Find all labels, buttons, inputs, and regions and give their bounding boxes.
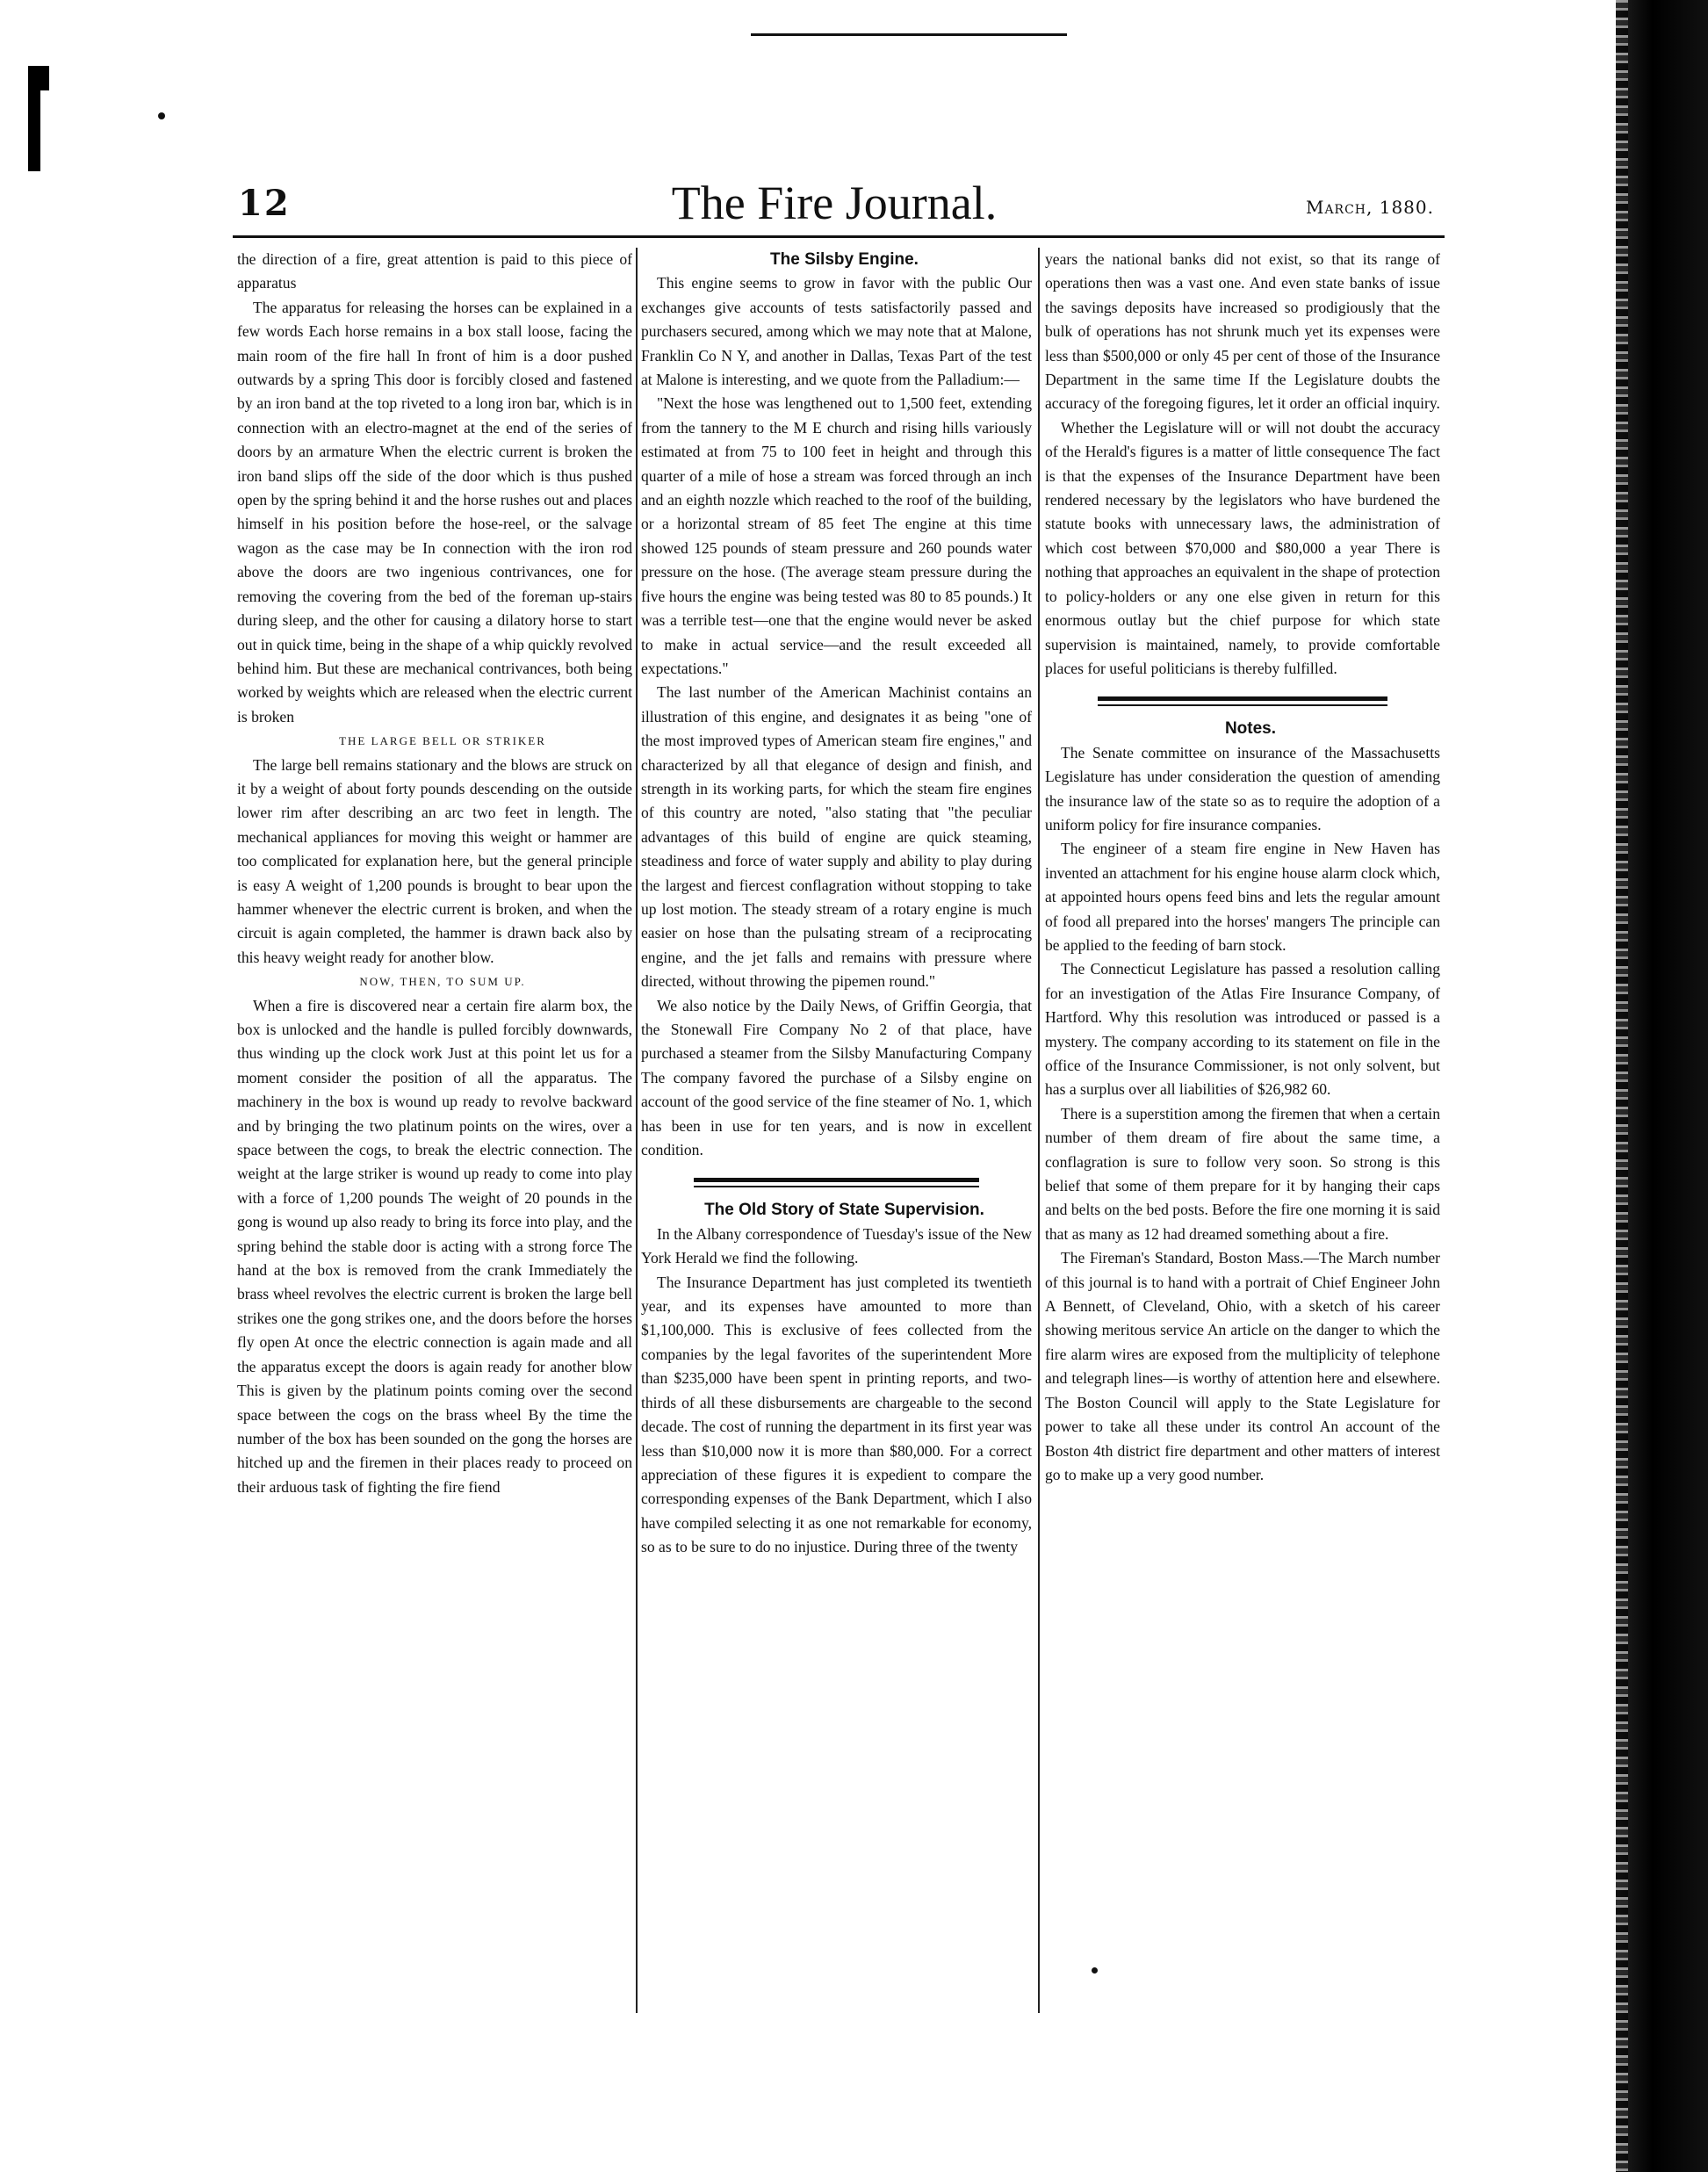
paragraph: The Insurance Department has just completed its twentieth year, and its expenses have amounted to more than $1,100,000. This is exclusive of fees collected from the companies by the legal favorites of the superintendent More than $235,000 have been spent in printing reports, and two-thirds of all these disbursements are chargeable to the second decade. The cost of running the department in its first year was less than $10,000 now it is more than $80,000. For a correct appreciation of these figures it is expedient to compare the corresponding expenses of the Bank Department, which I also have compiled selecting it as one not remarkable for economy, so as to be sure to do no injustice. During three of the twenty: [641, 1273, 1032, 1556]
section-subhead: NOW, THEN, TO SUM UP.: [359, 975, 526, 989]
paragraph: The apparatus for releasing the horses can be explained in a few words Each horse remains in a box stall loose, facing the main room of the fire hall In front of him is a door pushed outwards by a spring This door is forcibly closed and fastened by an iron band at the top riveted to a long iron bar, which is in connection with an electro-magnet at the end of the series of doors by an armature When the electric current is broken the iron band slips off the side of the door which is thus pushed open by the spring behind it and the horse rushes out and places himself in his position before the hose-reel, or the salvage wagon as the case may be In connection with the iron rod above the doors are two ingenious contrivances, one for removing the covering from the bed of the foreman up-stairs during sleep, and the other for causing a dilatory horse to start out in quick time, being in the shape of a whip quickly revolved behind him. But these are mechanical contrivances, both being worked by weights which are released when the electric current is broken: [237, 298, 633, 725]
notes-title: Notes.: [1224, 719, 1277, 739]
note-item: The Connecticut Legislature has passed a resolution calling for an investigation of the Atlas Fire Insurance Company, of Hartford. Why this resolution was introduced or passed is a mystery. The company according to its statement on file in the office of the Insurance Commissioner, is not only solvent, but has a surplus over all liabilities of $26,982 60.: [1045, 960, 1440, 1099]
column-right: [1045, 248, 1440, 1487]
column-divider: [1038, 248, 1040, 2013]
scan-left-margin: [0, 0, 26, 2172]
paragraph: When a fire is discovered near a certain fire alarm box, the box is unlocked and the handle is pulled forcibly downwards, thus winding up the clock work Just at this point let us for a moment consider the position of all the apparatus. The machinery in the box is wound up ready to revolve backward and by bringing the two platinum points on the wires, over a space between the cogs, to break the electric connection. The weight at the large striker is wound up ready to come into play with a force of 1,200 pounds The weight of 20 pounds in the gong is wound up also ready to bring its force into play, and the spring behind the stable door is acting with a strong force The hand at the box is removed from the crank Immediately the brass wheel revolves the electric current is broken the large bell strikes one the gong strikes one, and the doors before the horses fly open At once the electric connection is again made and all the apparatus except the doors is again ready for another blow This is given by the platinum points coming over the second space between the cogs on the brass wheel By the time the number of the box has been sounded on the gong the horses are hitched up and the firemen in their places ready to proceed on their arduous task of fighting the fire fiend: [237, 996, 632, 1496]
paragraph: The large bell remains stationary and the blows are struck on it by a weight of about forty pounds descending on the outside lower rim after describing an arc two feet in length. The mechanical appliances for moving this weight or hammer are too complicated for explanation here, but the general principle is easy A weight of 1,200 pounds is brought to bear upon the hammer whenever the electric current is broken, and when the circuit is again completed, the hammer is drawn back also by this heavy weight ready for another blow.: [237, 755, 632, 966]
paragraph: Whether the Legislature will or will not doubt the accuracy of the Herald's figures is a matter of little consequence The fact is that the expenses of the Insurance Department have been rendered necessary by the legislators who have burdened the statute books with unnecessary laws, the administration of which cost between $70,000 and $80,000 a year There is nothing that approaches an equivalent in the shape of protection to policy-holders or any one else given in return for this enormous outlay but the chief purpose for which state supervision is maintained, namely, to provide comfortable places for useful politicians is thereby fulfilled.: [1045, 418, 1440, 677]
scan-speck: [1092, 1967, 1098, 1974]
paragraph: This engine seems to grow in favor with the public Our exchanges give accounts of tests satisfactorily passed and purchasers secured, among which we may note that at Malone, Franklin Co N Y, and another in Dallas, Texas Part of the test at Malone is interesting, and we quote from the Palladium:—: [641, 274, 1032, 389]
scan-right-edge: [1616, 0, 1708, 2172]
page-number: 12: [238, 183, 291, 224]
quote-paragraph: "Next the hose was lengthened out to 1,500 feet, extending from the tannery to the M E church and rising hills variously estimated at from 75 to 100 feet in height and through this quarter of a mile of hose a stream was forced through an inch and an eighth nozzle which reached to the roof of the building, or a horizontal stream of 85 feet The engine at this time showed 125 pounds of steam pressure and 260 pounds water pressure on the hose. (The average steam pressure during the five hours the engine was being tested was 80 to 85 pounds.) It was a terrible test—one that the engine would never be asked to make in actual service—and the result exceeded all expectations.": [641, 394, 1032, 677]
scan-speck: [158, 112, 165, 119]
note-item: There is a superstition among the firemen that when a certain number of them dream of fire about the same time, a conflagration is sure to follow very soon. So strong is this belief that some of them prepare for it by hanging their caps and belts on the bed posts. Before the fire one morning it is said that as many as 12 had dreamed something about a fire.: [1045, 1104, 1440, 1243]
article-title-supervision: The Old Story of State Supervision.: [704, 1201, 984, 1220]
top-rule: [751, 33, 1067, 36]
paragraph: In the Albany correspondence of Tuesday's issue of the New York Herald we find the following.: [641, 1224, 1032, 1267]
header-rule: [233, 235, 1445, 238]
paragraph: the direction of a fire, great attention is paid to this piece of apparatus: [237, 250, 632, 292]
paragraph: The last number of the American Machinist contains an illustration of this engine, and designates it as being "one of the most improved types of American steam fire engines," and characterized by all that elegance of design and finish, and strength in its working parts, for which the steam fire engines of this country are noted, "also stating that "the peculiar advantages of this build of engine are quick steaming, steadiness and force of water supply and ability to play during the largest and fiercest conflagration without stopping to take up lost motion. The steady stream of a rotary engine is much easier on hose than the pulsating stream of a reciprocating engine, and the jet falls and remains with pressure where directed, without throwing the pipemen round.": [641, 683, 1032, 991]
note-item: The engineer of a steam fire engine in New Haven has invented an attachment for his engine house alarm clock which, at appointed hours opens feed bins and lets the regular amount of food all prepared into the horses' mangers The principle can be applied to the feeding of barn stock.: [1045, 840, 1440, 954]
article-title-silsby: The Silsby Engine.: [770, 250, 919, 269]
section-subhead: THE LARGE BELL OR STRIKER: [339, 734, 546, 748]
section-rule: [1098, 696, 1387, 706]
note-item: The Senate committee on insurance of the Massachusetts Legislature has under consideration the question of amending the insurance law of the state so as to require the adoption of a uniform policy for fire insurance companies.: [1045, 743, 1440, 833]
column-middle: [641, 248, 1032, 1560]
paragraph: We also notice by the Daily News, of Griffin Georgia, that the Stonewall Fire Company No 2 of that place, have purchased a steamer from the Silsby Manufacturing Company The company favored the purchase of a Silsby engine on account of the good service of the fine steamer of No. 1, which has been in use for ten years, and is now in excellent condition.: [641, 996, 1032, 1159]
masthead-title: The Fire Journal.: [671, 177, 998, 229]
page-header: [224, 176, 1445, 237]
column-left: [237, 248, 632, 1499]
scan-corner-mark: [28, 66, 40, 171]
paragraph: years the national banks did not exist, so that its range of operations then was a vast one. And even state banks of issue the savings deposits have increased so prodigiously that the bulk of operations has not shrunk much yet its expenses were less than $500,000 or only 45 per cent of those of the Insurance Department in the same time If the Legislature doubts the accuracy of the foregoing figures, let it order an official inquiry.: [1045, 250, 1440, 413]
note-item: The Fireman's Standard, Boston Mass.—The March number of this journal is to hand with a portrait of Chief Engineer John A Bennett, of Cleveland, Ohio, with a sketch of his career showing meritous service An article on the danger to which the fire alarm wires are exposed from the multiplicity of telephone and telegraph lines—is worthy of attention here and elsewhere. The Boston Council will apply to the State Legislature for power to take all these under its control An account of the Boston 4th district fire department and other matters of interest go to make up a very good number.: [1045, 1249, 1440, 1483]
column-divider: [636, 248, 638, 2013]
issue-date: March, 1880.: [1305, 197, 1434, 218]
section-rule: [694, 1178, 979, 1187]
